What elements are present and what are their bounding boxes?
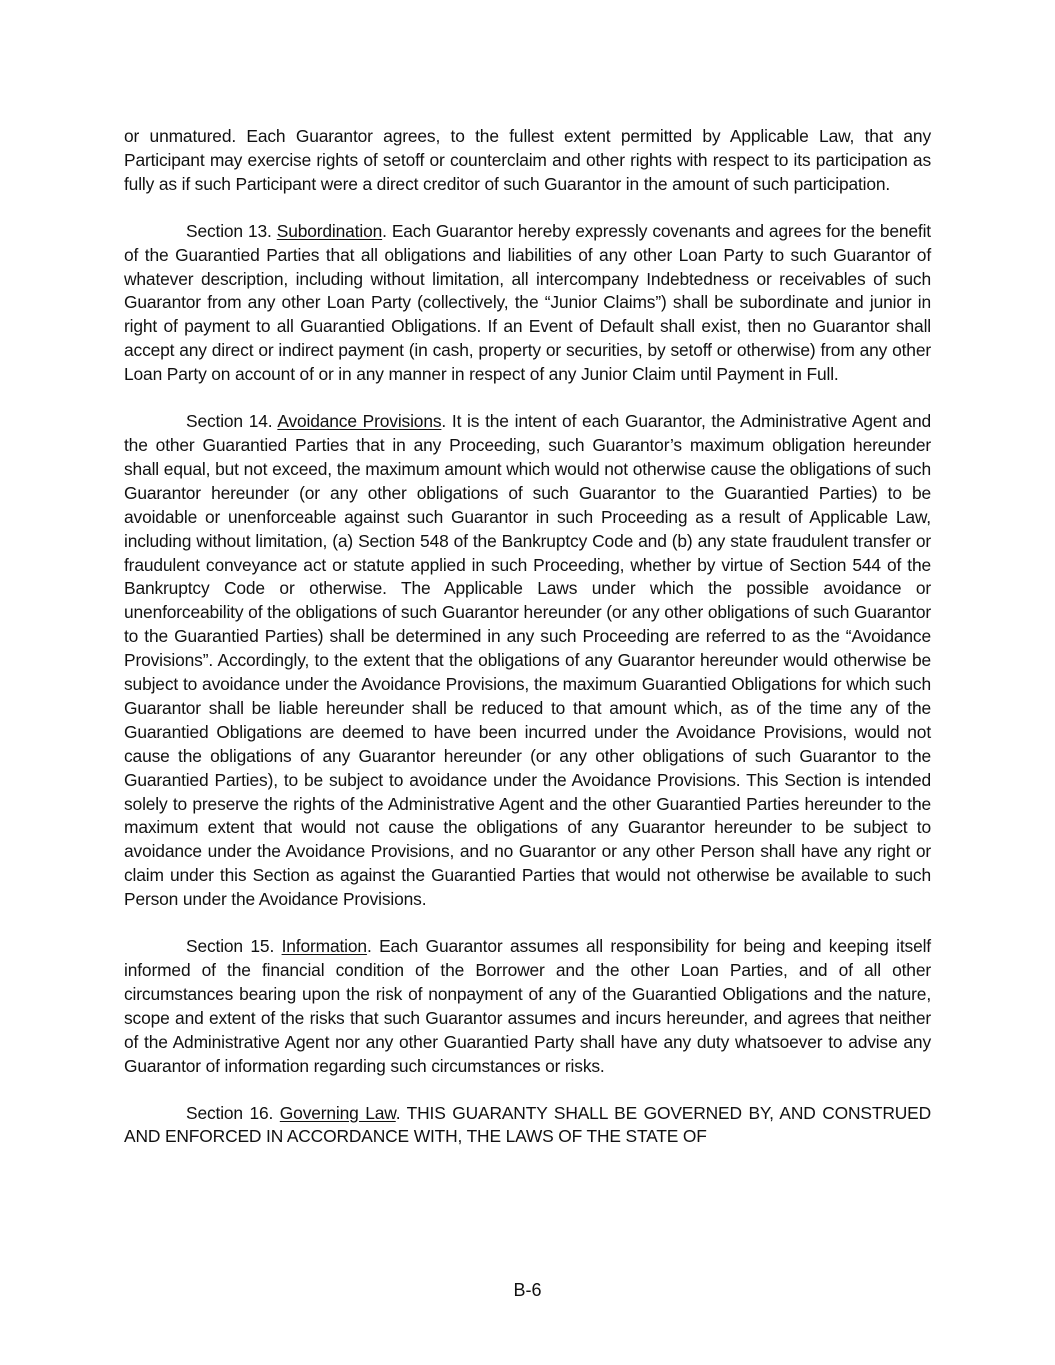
- section-13-subordination: [124, 220, 931, 387]
- section-heading: Subordination: [276, 220, 383, 241]
- section-text: . THIS GUARANTY SHALL BE GOVERNED BY, AND CONSTRUED AND ENFORCED IN ACCORDANCE WITH, THE LAWS OF THE STATE OF: [124, 1102, 931, 1147]
- section-heading: Governing Law: [279, 1102, 396, 1123]
- section-14-avoidance-provisions: [124, 410, 931, 912]
- document-page: [124, 125, 931, 1172]
- section-label: Section 13.: [186, 220, 272, 241]
- section-label: Section 14.: [186, 411, 273, 432]
- section-label: Section 15.: [186, 936, 275, 957]
- section-16-governing-law: [124, 1102, 931, 1150]
- section-text: . It is the intent of each Guarantor, the Administrative Agent and the other Guarantied Parties that in any Proceeding, such Guarantor’s maximum obligation hereunder shall equal, but not exceed, the maximum amount which would not otherwise cause the obligations of such Guarantor hereunder (or any other obligations of such Guarantor to the Guarantied Parties) to be avoidable or unenforceable against such Guarantor in such Proceeding as a result of Applicable Law, including without limitation, (a) Section 548 of the Bankruptcy Code and (b) any state fraudulent transfer or fraudulent conveyance act or statute applied in such Proceeding, whether by virtue of Section 544 of the Bankruptcy Code or otherwise. The Applicable Laws under which the possible avoidance or unenforceability of the obligations of such Guarantor hereunder (or any other obligations of such Guarantor to the Guarantied Parties) shall be determined in any such Proceeding are referred to as the “Avoidance Provisions”. Accordingly, to the extent that the obligations of any Guarantor hereunder would otherwise be subject to avoidance under the Avoidance Provisions, the maximum Guarantied Obligations for which such Guarantor shall be liable hereunder shall be reduced to that amount which, as of the time any of the Guarantied Obligations are deemed to have been incurred under the Avoidance Provisions, would not cause the obligations of any Guarantor hereunder (or any other obligations of such Guarantor to the Guarantied Parties), to be subject to avoidance under the Avoidance Provisions. This Section is intended solely to preserve the rights of the Administrative Agent and the other Guarantied Parties hereunder to the maximum extent that would not cause the obligations of any Guarantor hereunder to be subject to avoidance under the Avoidance Provisions, and no Guarantor or any other Person shall have any right or claim under this Section as against the Guarantied Parties that would not otherwise be available to such Person under the Avoidance Provisions.: [124, 411, 931, 910]
- section-label: Section 16.: [186, 1102, 274, 1123]
- section-text: . Each Guarantor hereby expressly covenants and agrees for the benefit of the Guarantied Parties that all obligations and liabilities of any other Loan Party to such Guarantor of whatever description, including without limitation, all intercompany Indebtedness or receivables of such Guarantor from any other Loan Party (collectively, the “Junior Claims”) shall be subordinate and junior in right of payment to all Guarantied Obligations. If an Event of Default shall exist, then no Guarantor shall accept any direct or indirect payment (in cash, property or securities, by setoff or otherwise) from any other Loan Party on account of or in any manner in respect of any Junior Claim until Payment in Full.: [124, 220, 931, 385]
- section-heading: Information: [281, 936, 367, 957]
- page-number: B-6: [513, 1280, 542, 1300]
- section-heading: Avoidance Provisions: [277, 411, 442, 432]
- paragraph-text: or unmatured. Each Guarantor agrees, to the fullest extent permitted by Applicable Law, that any Participant may exercise rights of setoff or counterclaim and other rights with respect to its participation as fully as if such Participant were a direct creditor of such Guarantor in the amount of such participation.: [124, 126, 931, 194]
- section-15-information: [124, 935, 931, 1078]
- continuation-paragraph: [124, 125, 931, 197]
- section-text: . Each Guarantor assumes all responsibility for being and keeping itself informed of the financial condition of the Borrower and the other Loan Parties, and of all other circumstances bearing upon the risk of nonpayment of any of the Guarantied Obligations and the nature, scope and extent of the risks that such Guarantor assumes and incurs hereunder, and agrees that neither of the Administrative Agent nor any other Guarantied Party shall have any duty whatsoever to advise any Guarantor of information regarding such circumstances or risks.: [124, 936, 931, 1076]
